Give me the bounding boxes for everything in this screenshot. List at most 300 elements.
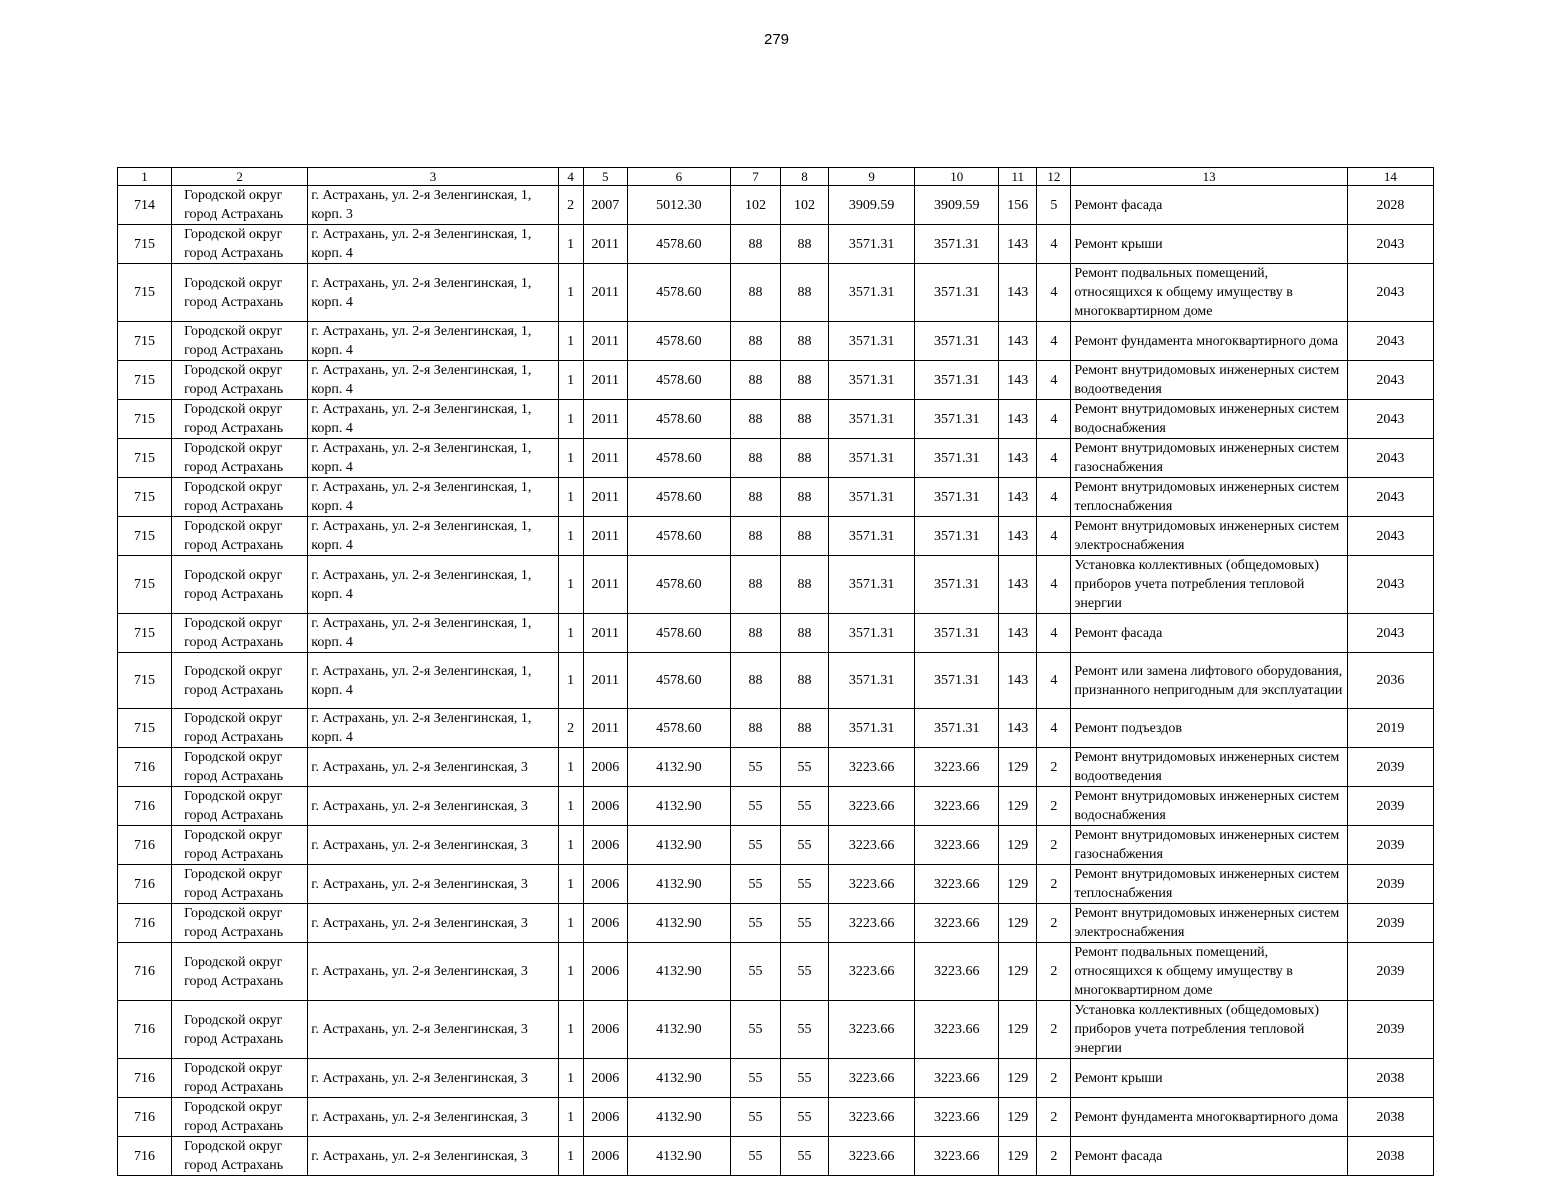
residents-count-cell: 143 (999, 709, 1037, 748)
record-number-cell: 715 (118, 653, 172, 709)
planned-year-cell: 2038 (1347, 1059, 1433, 1098)
table-row (118, 225, 1434, 264)
residents-count-cell: 129 (999, 904, 1037, 943)
residents-count-cell: 129 (999, 943, 1037, 1001)
col-9-cell: 3223.66 (829, 904, 915, 943)
repair-work-type-cell: Ремонт подвальных помещений, относящихся к общему имуществу в многоквартирном доме (1071, 943, 1347, 1001)
col-10-cell: 3571.31 (915, 517, 999, 556)
residents-count-cell: 143 (999, 225, 1037, 264)
table-row (118, 517, 1434, 556)
municipality-cell: Городской округ город Астрахань (172, 653, 308, 709)
column-number-header-row (118, 168, 1434, 186)
repair-work-type-cell: Ремонт внутридомовых инженерных систем водоотведения (1071, 748, 1347, 787)
residents-count-cell: 143 (999, 264, 1037, 322)
col-8-cell: 55 (780, 904, 828, 943)
commission-year-cell: 2011 (583, 439, 627, 478)
table-row (118, 1098, 1434, 1137)
col-10-cell: 3571.31 (915, 264, 999, 322)
col-8-cell: 88 (780, 361, 828, 400)
column-header: 11 (999, 168, 1037, 186)
col-10-cell: 3571.31 (915, 556, 999, 614)
col-7-cell: 88 (730, 361, 780, 400)
col-9-cell: 3909.59 (829, 186, 915, 225)
address-cell: г. Астрахань, ул. 2-я Зеленгинская, 3 (308, 1098, 558, 1137)
floors-cell: 4 (1037, 478, 1071, 517)
residents-count-cell: 129 (999, 1001, 1037, 1059)
residents-count-cell: 143 (999, 653, 1037, 709)
col-7-cell: 55 (730, 904, 780, 943)
col-10-cell: 3571.31 (915, 614, 999, 653)
column-header: 4 (558, 168, 583, 186)
address-cell: г. Астрахань, ул. 2-я Зеленгинская, 3 (308, 1059, 558, 1098)
residents-count-cell: 129 (999, 748, 1037, 787)
table-row (118, 826, 1434, 865)
address-cell: г. Астрахань, ул. 2-я Зеленгинская, 1, корп. 3 (308, 186, 558, 225)
col-4-cell: 1 (558, 439, 583, 478)
col-10-cell: 3223.66 (915, 943, 999, 1001)
col-8-cell: 55 (780, 748, 828, 787)
repair-work-type-cell: Ремонт внутридомовых инженерных систем теплоснабжения (1071, 478, 1347, 517)
table-row (118, 1059, 1434, 1098)
total-area-cell: 4132.90 (627, 748, 730, 787)
col-4-cell: 1 (558, 1059, 583, 1098)
column-header: 10 (915, 168, 999, 186)
record-number-cell: 715 (118, 439, 172, 478)
col-7-cell: 55 (730, 1059, 780, 1098)
col-8-cell: 55 (780, 787, 828, 826)
address-cell: г. Астрахань, ул. 2-я Зеленгинская, 3 (308, 787, 558, 826)
table-row (118, 478, 1434, 517)
repair-work-type-cell: Ремонт внутридомовых инженерных систем газоснабжения (1071, 439, 1347, 478)
capital-repair-table (117, 167, 1434, 1176)
col-4-cell: 1 (558, 264, 583, 322)
municipality-cell: Городской округ город Астрахань (172, 943, 308, 1001)
commission-year-cell: 2011 (583, 264, 627, 322)
col-10-cell: 3223.66 (915, 1098, 999, 1137)
total-area-cell: 4132.90 (627, 1137, 730, 1176)
floors-cell: 4 (1037, 361, 1071, 400)
table-row (118, 943, 1434, 1001)
table-row (118, 264, 1434, 322)
commission-year-cell: 2006 (583, 904, 627, 943)
municipality-cell: Городской округ город Астрахань (172, 614, 308, 653)
municipality-cell: Городской округ город Астрахань (172, 709, 308, 748)
municipality-cell: Городской округ город Астрахань (172, 439, 308, 478)
floors-cell: 2 (1037, 904, 1071, 943)
col-10-cell: 3223.66 (915, 787, 999, 826)
col-10-cell: 3223.66 (915, 826, 999, 865)
record-number-cell: 716 (118, 1001, 172, 1059)
col-10-cell: 3571.31 (915, 439, 999, 478)
col-7-cell: 88 (730, 439, 780, 478)
col-7-cell: 55 (730, 787, 780, 826)
col-10-cell: 3223.66 (915, 865, 999, 904)
planned-year-cell: 2039 (1347, 865, 1433, 904)
municipality-cell: Городской округ город Астрахань (172, 517, 308, 556)
col-10-cell: 3909.59 (915, 186, 999, 225)
planned-year-cell: 2043 (1347, 361, 1433, 400)
municipality-cell: Городской округ город Астрахань (172, 186, 308, 225)
table-row (118, 1137, 1434, 1176)
col-4-cell: 1 (558, 1001, 583, 1059)
repair-work-type-cell: Установка коллективных (общедомовых) приборов учета потребления тепловой энергии (1071, 1001, 1347, 1059)
floors-cell: 2 (1037, 748, 1071, 787)
total-area-cell: 4578.60 (627, 653, 730, 709)
total-area-cell: 4578.60 (627, 517, 730, 556)
municipality-cell: Городской округ город Астрахань (172, 400, 308, 439)
col-4-cell: 2 (558, 186, 583, 225)
residents-count-cell: 143 (999, 322, 1037, 361)
commission-year-cell: 2011 (583, 478, 627, 517)
col-4-cell: 1 (558, 361, 583, 400)
floors-cell: 4 (1037, 614, 1071, 653)
col-8-cell: 55 (780, 1098, 828, 1137)
commission-year-cell: 2006 (583, 1137, 627, 1176)
commission-year-cell: 2011 (583, 653, 627, 709)
commission-year-cell: 2011 (583, 322, 627, 361)
column-header: 7 (730, 168, 780, 186)
address-cell: г. Астрахань, ул. 2-я Зеленгинская, 1, корп. 4 (308, 264, 558, 322)
repair-work-type-cell: Ремонт внутридомовых инженерных систем водоотведения (1071, 361, 1347, 400)
col-9-cell: 3571.31 (829, 400, 915, 439)
record-number-cell: 715 (118, 614, 172, 653)
record-number-cell: 716 (118, 1098, 172, 1137)
floors-cell: 2 (1037, 1137, 1071, 1176)
col-4-cell: 1 (558, 826, 583, 865)
commission-year-cell: 2011 (583, 517, 627, 556)
repair-work-type-cell: Ремонт внутридомовых инженерных систем водоснабжения (1071, 400, 1347, 439)
col-10-cell: 3223.66 (915, 1059, 999, 1098)
record-number-cell: 715 (118, 225, 172, 264)
commission-year-cell: 2006 (583, 1059, 627, 1098)
col-8-cell: 88 (780, 653, 828, 709)
municipality-cell: Городской округ город Астрахань (172, 826, 308, 865)
col-8-cell: 88 (780, 322, 828, 361)
col-7-cell: 88 (730, 400, 780, 439)
total-area-cell: 4578.60 (627, 225, 730, 264)
address-cell: г. Астрахань, ул. 2-я Зеленгинская, 1, корп. 4 (308, 556, 558, 614)
municipality-cell: Городской округ город Астрахань (172, 322, 308, 361)
residents-count-cell: 143 (999, 400, 1037, 439)
col-8-cell: 102 (780, 186, 828, 225)
col-7-cell: 55 (730, 1137, 780, 1176)
planned-year-cell: 2043 (1347, 556, 1433, 614)
residents-count-cell: 129 (999, 1137, 1037, 1176)
record-number-cell: 716 (118, 826, 172, 865)
floors-cell: 5 (1037, 186, 1071, 225)
col-4-cell: 1 (558, 943, 583, 1001)
record-number-cell: 715 (118, 709, 172, 748)
commission-year-cell: 2011 (583, 400, 627, 439)
planned-year-cell: 2043 (1347, 439, 1433, 478)
col-9-cell: 3223.66 (829, 865, 915, 904)
col-10-cell: 3223.66 (915, 1001, 999, 1059)
municipality-cell: Городской округ город Астрахань (172, 787, 308, 826)
residents-count-cell: 143 (999, 614, 1037, 653)
column-header: 12 (1037, 168, 1071, 186)
floors-cell: 4 (1037, 264, 1071, 322)
planned-year-cell: 2043 (1347, 225, 1433, 264)
commission-year-cell: 2006 (583, 787, 627, 826)
col-4-cell: 1 (558, 322, 583, 361)
col-9-cell: 3571.31 (829, 439, 915, 478)
planned-year-cell: 2039 (1347, 826, 1433, 865)
repair-work-type-cell: Ремонт фасада (1071, 1137, 1347, 1176)
floors-cell: 2 (1037, 1059, 1071, 1098)
record-number-cell: 714 (118, 186, 172, 225)
residents-count-cell: 143 (999, 361, 1037, 400)
planned-year-cell: 2038 (1347, 1137, 1433, 1176)
municipality-cell: Городской округ город Астрахань (172, 264, 308, 322)
col-4-cell: 1 (558, 556, 583, 614)
municipality-cell: Городской округ город Астрахань (172, 1098, 308, 1137)
col-7-cell: 55 (730, 943, 780, 1001)
total-area-cell: 4578.60 (627, 400, 730, 439)
col-9-cell: 3571.31 (829, 361, 915, 400)
col-9-cell: 3571.31 (829, 709, 915, 748)
col-10-cell: 3571.31 (915, 709, 999, 748)
planned-year-cell: 2043 (1347, 400, 1433, 439)
floors-cell: 2 (1037, 1001, 1071, 1059)
col-4-cell: 1 (558, 400, 583, 439)
col-10-cell: 3571.31 (915, 361, 999, 400)
residents-count-cell: 143 (999, 517, 1037, 556)
residents-count-cell: 156 (999, 186, 1037, 225)
commission-year-cell: 2011 (583, 709, 627, 748)
residents-count-cell: 143 (999, 478, 1037, 517)
table-row (118, 186, 1434, 225)
col-7-cell: 88 (730, 653, 780, 709)
address-cell: г. Астрахань, ул. 2-я Зеленгинская, 1, корп. 4 (308, 400, 558, 439)
col-7-cell: 55 (730, 1001, 780, 1059)
col-9-cell: 3223.66 (829, 748, 915, 787)
repair-work-type-cell: Ремонт внутридомовых инженерных систем электроснабжения (1071, 517, 1347, 556)
col-8-cell: 55 (780, 943, 828, 1001)
municipality-cell: Городской округ город Астрахань (172, 361, 308, 400)
page-number: 279 (763, 31, 790, 48)
col-8-cell: 55 (780, 1059, 828, 1098)
floors-cell: 4 (1037, 556, 1071, 614)
col-9-cell: 3223.66 (829, 1001, 915, 1059)
floors-cell: 4 (1037, 322, 1071, 361)
table-row (118, 748, 1434, 787)
record-number-cell: 715 (118, 264, 172, 322)
planned-year-cell: 2028 (1347, 186, 1433, 225)
col-4-cell: 1 (558, 787, 583, 826)
address-cell: г. Астрахань, ул. 2-я Зеленгинская, 3 (308, 904, 558, 943)
record-number-cell: 716 (118, 865, 172, 904)
total-area-cell: 4578.60 (627, 439, 730, 478)
floors-cell: 4 (1037, 439, 1071, 478)
col-9-cell: 3571.31 (829, 225, 915, 264)
column-header: 13 (1071, 168, 1347, 186)
column-header: 8 (780, 168, 828, 186)
planned-year-cell: 2039 (1347, 943, 1433, 1001)
address-cell: г. Астрахань, ул. 2-я Зеленгинская, 1, корп. 4 (308, 361, 558, 400)
record-number-cell: 716 (118, 1137, 172, 1176)
col-7-cell: 88 (730, 556, 780, 614)
planned-year-cell: 2043 (1347, 478, 1433, 517)
col-4-cell: 1 (558, 517, 583, 556)
column-header: 14 (1347, 168, 1433, 186)
column-header: 6 (627, 168, 730, 186)
col-7-cell: 88 (730, 478, 780, 517)
floors-cell: 2 (1037, 787, 1071, 826)
col-9-cell: 3571.31 (829, 614, 915, 653)
floors-cell: 4 (1037, 225, 1071, 264)
col-7-cell: 55 (730, 1098, 780, 1137)
total-area-cell: 4132.90 (627, 787, 730, 826)
col-4-cell: 1 (558, 478, 583, 517)
col-7-cell: 88 (730, 614, 780, 653)
total-area-cell: 4132.90 (627, 904, 730, 943)
col-7-cell: 88 (730, 709, 780, 748)
col-4-cell: 1 (558, 1137, 583, 1176)
table-row (118, 439, 1434, 478)
address-cell: г. Астрахань, ул. 2-я Зеленгинская, 1, корп. 4 (308, 517, 558, 556)
col-10-cell: 3223.66 (915, 904, 999, 943)
col-9-cell: 3223.66 (829, 1098, 915, 1137)
col-9-cell: 3571.31 (829, 653, 915, 709)
col-9-cell: 3571.31 (829, 556, 915, 614)
repair-work-type-cell: Ремонт фасада (1071, 186, 1347, 225)
floors-cell: 2 (1037, 943, 1071, 1001)
total-area-cell: 4578.60 (627, 264, 730, 322)
residents-count-cell: 143 (999, 556, 1037, 614)
municipality-cell: Городской округ город Астрахань (172, 865, 308, 904)
commission-year-cell: 2006 (583, 1098, 627, 1137)
commission-year-cell: 2011 (583, 614, 627, 653)
col-10-cell: 3223.66 (915, 748, 999, 787)
planned-year-cell: 2043 (1347, 517, 1433, 556)
floors-cell: 4 (1037, 400, 1071, 439)
col-8-cell: 55 (780, 1001, 828, 1059)
commission-year-cell: 2007 (583, 186, 627, 225)
col-8-cell: 88 (780, 556, 828, 614)
column-header: 1 (118, 168, 172, 186)
repair-work-type-cell: Ремонт подвальных помещений, относящихся к общему имуществу в многоквартирном доме (1071, 264, 1347, 322)
repair-work-type-cell: Ремонт фасада (1071, 614, 1347, 653)
planned-year-cell: 2043 (1347, 264, 1433, 322)
total-area-cell: 5012.30 (627, 186, 730, 225)
commission-year-cell: 2006 (583, 826, 627, 865)
municipality-cell: Городской округ город Астрахань (172, 225, 308, 264)
table-row (118, 361, 1434, 400)
table-row (118, 322, 1434, 361)
total-area-cell: 4132.90 (627, 1098, 730, 1137)
col-4-cell: 1 (558, 1098, 583, 1137)
table-row (118, 653, 1434, 709)
total-area-cell: 4578.60 (627, 361, 730, 400)
column-header: 5 (583, 168, 627, 186)
repair-work-type-cell: Ремонт внутридомовых инженерных систем электроснабжения (1071, 904, 1347, 943)
municipality-cell: Городской округ город Астрахань (172, 1059, 308, 1098)
planned-year-cell: 2039 (1347, 748, 1433, 787)
record-number-cell: 716 (118, 904, 172, 943)
column-header: 9 (829, 168, 915, 186)
col-8-cell: 88 (780, 478, 828, 517)
total-area-cell: 4578.60 (627, 614, 730, 653)
record-number-cell: 716 (118, 787, 172, 826)
col-4-cell: 1 (558, 653, 583, 709)
table-row (118, 865, 1434, 904)
floors-cell: 2 (1037, 826, 1071, 865)
record-number-cell: 715 (118, 322, 172, 361)
residents-count-cell: 129 (999, 1059, 1037, 1098)
col-9-cell: 3571.31 (829, 322, 915, 361)
planned-year-cell: 2043 (1347, 614, 1433, 653)
table-row (118, 787, 1434, 826)
repair-work-type-cell: Ремонт крыши (1071, 1059, 1347, 1098)
col-9-cell: 3223.66 (829, 1137, 915, 1176)
col-4-cell: 1 (558, 614, 583, 653)
col-8-cell: 55 (780, 826, 828, 865)
col-10-cell: 3571.31 (915, 322, 999, 361)
record-number-cell: 715 (118, 556, 172, 614)
table-row (118, 1001, 1434, 1059)
floors-cell: 4 (1037, 709, 1071, 748)
commission-year-cell: 2006 (583, 748, 627, 787)
col-9-cell: 3223.66 (829, 943, 915, 1001)
residents-count-cell: 129 (999, 865, 1037, 904)
col-7-cell: 55 (730, 748, 780, 787)
address-cell: г. Астрахань, ул. 2-я Зеленгинская, 3 (308, 865, 558, 904)
record-number-cell: 715 (118, 361, 172, 400)
table-row (118, 556, 1434, 614)
column-header: 2 (172, 168, 308, 186)
municipality-cell: Городской округ город Астрахань (172, 748, 308, 787)
col-9-cell: 3571.31 (829, 517, 915, 556)
commission-year-cell: 2006 (583, 943, 627, 1001)
table-row (118, 904, 1434, 943)
total-area-cell: 4132.90 (627, 1001, 730, 1059)
col-8-cell: 55 (780, 865, 828, 904)
col-9-cell: 3223.66 (829, 1059, 915, 1098)
planned-year-cell: 2038 (1347, 1098, 1433, 1137)
address-cell: г. Астрахань, ул. 2-я Зеленгинская, 1, корп. 4 (308, 478, 558, 517)
repair-work-type-cell: Ремонт внутридомовых инженерных систем газоснабжения (1071, 826, 1347, 865)
col-7-cell: 88 (730, 225, 780, 264)
col-7-cell: 88 (730, 264, 780, 322)
table-row (118, 400, 1434, 439)
record-number-cell: 715 (118, 400, 172, 439)
total-area-cell: 4578.60 (627, 709, 730, 748)
address-cell: г. Астрахань, ул. 2-я Зеленгинская, 1, корп. 4 (308, 653, 558, 709)
planned-year-cell: 2039 (1347, 787, 1433, 826)
floors-cell: 4 (1037, 517, 1071, 556)
residents-count-cell: 143 (999, 439, 1037, 478)
record-number-cell: 716 (118, 943, 172, 1001)
address-cell: г. Астрахань, ул. 2-я Зеленгинская, 3 (308, 943, 558, 1001)
total-area-cell: 4132.90 (627, 943, 730, 1001)
col-7-cell: 88 (730, 322, 780, 361)
planned-year-cell: 2039 (1347, 1001, 1433, 1059)
total-area-cell: 4578.60 (627, 478, 730, 517)
col-4-cell: 1 (558, 904, 583, 943)
col-8-cell: 88 (780, 614, 828, 653)
col-4-cell: 1 (558, 225, 583, 264)
col-10-cell: 3571.31 (915, 653, 999, 709)
col-8-cell: 88 (780, 439, 828, 478)
col-4-cell: 2 (558, 709, 583, 748)
repair-work-type-cell: Установка коллективных (общедомовых) приборов учета потребления тепловой энергии (1071, 556, 1347, 614)
municipality-cell: Городской округ город Астрахань (172, 1137, 308, 1176)
address-cell: г. Астрахань, ул. 2-я Зеленгинская, 1, корп. 4 (308, 439, 558, 478)
total-area-cell: 4132.90 (627, 865, 730, 904)
repair-work-type-cell: Ремонт подъездов (1071, 709, 1347, 748)
address-cell: г. Астрахань, ул. 2-я Зеленгинская, 1, корп. 4 (308, 614, 558, 653)
municipality-cell: Городской округ город Астрахань (172, 556, 308, 614)
